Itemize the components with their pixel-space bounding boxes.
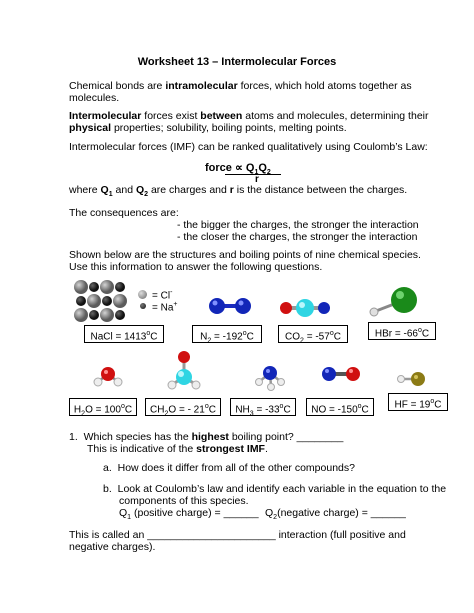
text: - the bigger the charges, the stronger the interaction (177, 219, 419, 231)
text: C (208, 404, 216, 416)
subscript: 3 (249, 410, 254, 418)
n2-boiling-point (192, 325, 262, 343)
hf-molecule-icon (396, 370, 428, 391)
text: NH (235, 404, 250, 416)
text: is the distance between the charges. (233, 184, 408, 196)
coulomb-formula (205, 161, 271, 185)
text: = -57 (303, 331, 330, 343)
text: N (200, 331, 208, 343)
degree: o (279, 403, 284, 410)
paragraph-coulomb: Intermolecular forces (IMF) can be ranked qualitatively using Coulomb’s Law: (69, 141, 428, 153)
worksheet-title: Worksheet 13 – Intermolecular Forces (137, 56, 337, 68)
q1-positive-charge (119, 507, 259, 521)
no-molecule-icon (318, 365, 364, 386)
ch2o-svg (166, 349, 202, 391)
co2-molecule-icon (277, 297, 333, 322)
nacl-lattice-icon (72, 279, 128, 325)
subscript: 2 (144, 191, 149, 199)
subscript: 2 (207, 337, 212, 345)
text: = - 21 (176, 404, 205, 416)
text: C (421, 328, 430, 340)
bold-text: Intermolecular (69, 110, 142, 122)
question-1b (103, 483, 446, 507)
nacl-lattice-svg (72, 279, 128, 325)
text: boiling point? ________ (228, 431, 344, 443)
text: Which species has the (83, 431, 192, 443)
degree: o (357, 403, 362, 410)
text: C (246, 331, 254, 343)
text: = Na (152, 302, 174, 314)
co2-boiling-point (278, 325, 348, 343)
fraction-bar (225, 174, 281, 175)
formula-q2: Q (258, 162, 267, 174)
text: = 100 (92, 404, 121, 416)
text: NO (311, 404, 327, 416)
text: atoms and molecules, determining their (242, 110, 429, 122)
text: C (150, 331, 158, 343)
text: negative charges). (69, 541, 156, 553)
text: = -192 (211, 331, 243, 343)
subscript: 2 (273, 514, 278, 522)
text: = 1413 (112, 331, 147, 343)
question-1 (69, 431, 343, 455)
degree: o (417, 327, 422, 334)
bold-text: Q (100, 184, 109, 196)
bold-text: Q (135, 184, 145, 196)
text: (negative charge) = ______ (277, 507, 406, 519)
bold-text: strongest IMF (196, 443, 265, 455)
text: = -66 (392, 328, 418, 340)
text: Look at Coulomb’s law and identify each variable in the equation to the (117, 483, 447, 495)
text: = -33 (253, 404, 280, 416)
n2-svg (208, 296, 252, 316)
subscript: 2 (164, 410, 169, 418)
h2o-boiling-point (69, 398, 137, 416)
subscript: 1 (254, 169, 259, 177)
superscript: - (170, 289, 173, 296)
bold-text: intramolecular (165, 80, 238, 92)
text: This is called an ______________________ interaction (full positive and (69, 529, 406, 541)
formula-lhs: force ∝ Q (205, 162, 255, 174)
text: Use this information to answer the following questions. (69, 261, 323, 273)
bold-text: physical (69, 122, 112, 134)
subscript: 2 (81, 410, 86, 418)
no-boiling-point (306, 398, 374, 416)
text: properties; solubility, boiling points, melting points. (111, 122, 347, 134)
consequences-heading: The consequences are: (69, 207, 179, 219)
text: = Cl (152, 290, 171, 302)
hf-svg (396, 370, 428, 388)
subscript: 2 (300, 337, 304, 345)
text: are charges and (148, 184, 230, 196)
text: This is indicative of the (87, 443, 197, 455)
degree: o (204, 403, 209, 410)
bold-text: highest (191, 431, 229, 443)
degree: o (242, 330, 247, 337)
text: molecules. (69, 92, 120, 104)
bold-text: r (229, 184, 234, 196)
text: How does it differ from all of the other compounds? (117, 462, 355, 474)
text: where (69, 184, 101, 196)
degree: o (146, 330, 151, 337)
subscript: 2 (266, 169, 271, 177)
sodium-legend-icon (140, 303, 146, 309)
text: Q (119, 507, 128, 519)
nh3-molecule-icon (254, 363, 286, 394)
text: Shown below are the structures and boiling points of nine chemical species. (69, 249, 421, 261)
final-paragraph (69, 529, 406, 553)
nh3-svg (254, 363, 286, 391)
text: and (112, 184, 136, 196)
text: = 19 (407, 399, 431, 411)
n2-molecule-icon (208, 296, 252, 319)
text: (positive charge) = ______ (131, 507, 259, 519)
hbr-molecule-icon (366, 285, 420, 322)
text: H (73, 404, 82, 416)
q2-negative-charge (265, 507, 406, 521)
degree: o (430, 398, 435, 405)
degree: o (329, 330, 334, 337)
consequences-list (177, 219, 419, 243)
text: CO (285, 331, 301, 343)
text: C (283, 404, 291, 416)
question-number: 1. (69, 431, 78, 443)
co2-svg (277, 297, 333, 319)
chloride-legend-icon (138, 290, 147, 299)
legend-na (152, 301, 178, 313)
subscript: 1 (108, 191, 113, 199)
paragraph-intramolecular (69, 80, 412, 104)
text: C (434, 399, 442, 411)
h2o-molecule-icon (92, 364, 124, 391)
h2o-svg (92, 364, 124, 388)
subscript: 1 (127, 514, 132, 522)
text: HBr (374, 328, 393, 340)
text: HF (394, 399, 408, 411)
nacl-boiling-point (84, 325, 164, 343)
text: C (333, 331, 341, 343)
text: . (264, 443, 268, 455)
degree: o (120, 403, 125, 410)
nh3-boiling-point (230, 398, 296, 416)
text: = -150 (326, 404, 358, 416)
hbr-svg (366, 285, 420, 319)
text: Q (265, 507, 274, 519)
text: forces exist (141, 110, 201, 122)
legend-cl (152, 289, 172, 301)
ch2o-boiling-point (145, 398, 221, 416)
ch2o-molecule-icon (166, 349, 202, 394)
hbr-boiling-point (368, 322, 436, 340)
no-svg (318, 365, 364, 383)
text: C (361, 404, 369, 416)
paragraph-intermolecular (69, 110, 429, 134)
question-1a (103, 462, 355, 474)
formula-denominator: r (255, 174, 259, 185)
text: NaCl (90, 331, 113, 343)
superscript: + (173, 301, 178, 308)
text: C (124, 404, 133, 416)
text: - the closer the charges, the stronger the interaction (177, 231, 418, 243)
text: O (85, 404, 93, 416)
question-label: b. (103, 483, 112, 495)
paragraph-where (69, 184, 407, 201)
question-label: a. (103, 462, 112, 474)
intro-paragraph (69, 249, 421, 273)
text: Chemical bonds are (69, 80, 166, 92)
bold-text: between (200, 110, 243, 122)
text: components of this species. (119, 495, 249, 507)
hf-boiling-point (388, 393, 448, 411)
text: O (168, 404, 177, 416)
text: forces, which hold atoms together as (237, 80, 412, 92)
text: CH (150, 404, 165, 416)
